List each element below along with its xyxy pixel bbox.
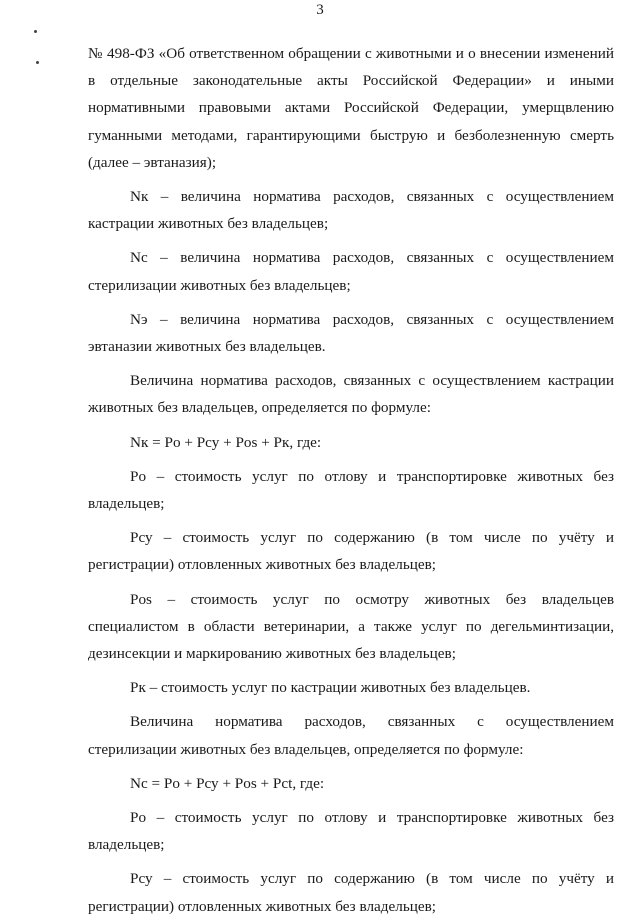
paragraph-definition-po: Pо – стоимость услуг по отлову и транспортировке животных без владельцев; <box>88 467 614 513</box>
paragraph-definition-po: Pо – стоимость услуг по отлову и транспортировке животных без владельцев; <box>88 809 614 854</box>
document-body <box>88 40 614 920</box>
paragraph-definition-ne: Nэ – величина норматива расходов, связанных с осуществлением эвтаназии животных без владельцев. <box>88 310 614 356</box>
paragraph-continuation: № 498-ФЗ «Об ответственном обращении с животными и о внесении изменений в отдельные законодательные акты Российской Федерации» и иными нормативными правовыми актами Российской Федерации, умерщвлению гуманными методами, гарантирующими быструю и безболезненную смерть (далее – эвтаназия); <box>88 45 614 171</box>
paragraph-castration-intro: Величина норматива расходов, связанных с осуществлением кастрации животных без владельцев, определяется по формуле: <box>88 372 614 417</box>
paragraph-definition-psu: Pсу – стоимость услуг по содержанию (в том числе по учёту и регистрации) отловленных животных без владельцев; <box>88 529 614 574</box>
formula-sterilization: Nс = Pо + Pсу + Pos + Pct, где: <box>130 774 325 792</box>
scan-artifact-dot <box>34 30 37 33</box>
paragraph-definition-nc: Nс – величина норматива расходов, связанных с осуществлением стерилизации животных без владельцев; <box>88 249 614 294</box>
formula-castration: Nк = Pо + Pсу + Pos + Pк, где: <box>130 433 322 451</box>
scan-artifact-dot <box>36 61 39 64</box>
paragraph-definition-psu: Pсу – стоимость услуг по содержанию (в том числе по учёту и регистрации) отловленных животных без владельцев; <box>88 870 614 915</box>
paragraph-sterilization-intro: Величина норматива расходов, связанных с осуществлением стерилизации животных без владельцев, определяется по формуле: <box>88 713 614 758</box>
paragraph-definition-pk: Pк – стоимость услуг по кастрации животных без владельцев. <box>130 679 531 697</box>
paragraph-definition-nk: Nк – величина норматива расходов, связанных с осуществлением кастрации животных без владельцев; <box>88 188 614 233</box>
paragraph-definition-pos: Pos – стоимость услуг по осмотру животных без владельцев специалистом в области ветеринарии, а также услуг по дегельминтизации, дезинсекции и маркированию животных без владельцев; <box>88 590 614 663</box>
page-number: 3 <box>316 2 324 18</box>
